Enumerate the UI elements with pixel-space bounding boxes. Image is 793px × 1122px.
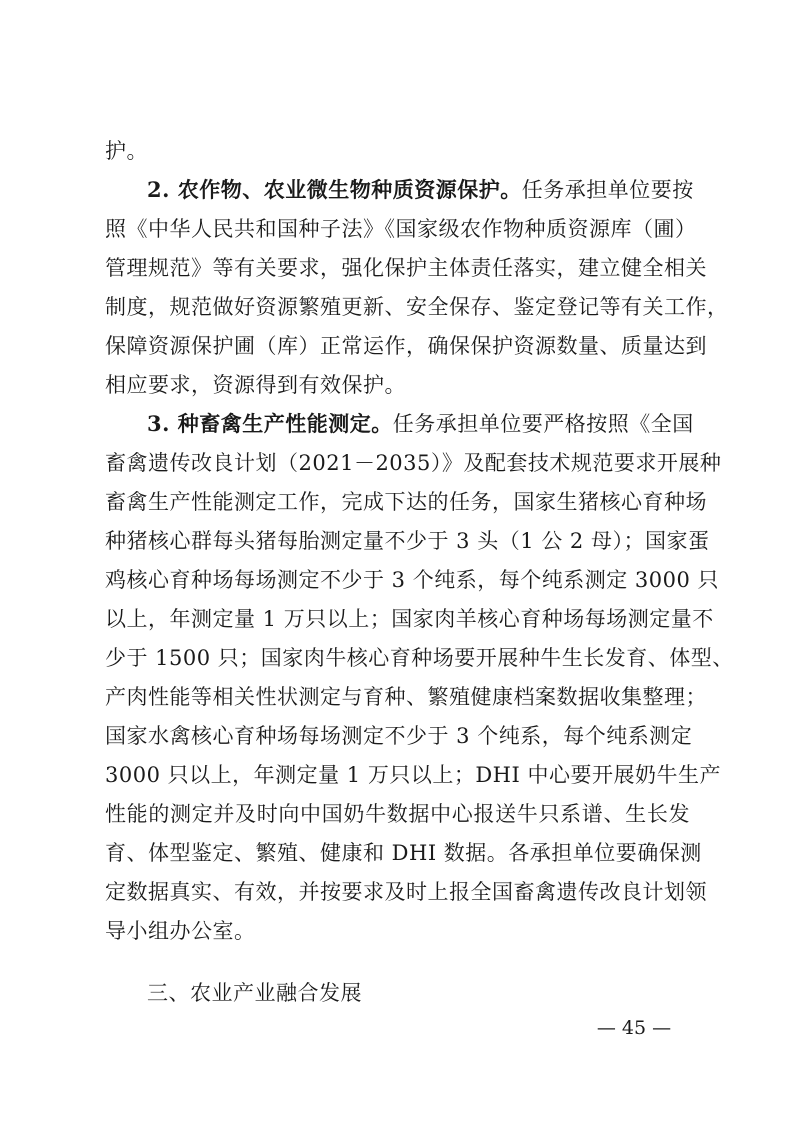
text-line: 护。 — [105, 139, 148, 163]
text-line: 保障资源保护圃（库）正常运作，确保保护资源数量、质量达到 — [105, 334, 707, 358]
text-line: 以上，年测定量 1 万只以上；国家肉羊核心育种场每场测定量不 — [105, 607, 714, 631]
section-heading: 三、农业产业融合发展 — [147, 981, 362, 1005]
text-line: 照《中华人民共和国种子法》《国家级农作物种质资源库（圃） — [105, 217, 697, 241]
text-line: 种猪核心群每头猪每胎测定量不少于 3 头（1 公 2 母）；国家蛋 — [105, 529, 710, 553]
item-heading: 2. 农作物、农业微生物种质资源保护。 — [147, 177, 522, 202]
page-number: — 45 — — [596, 1017, 672, 1039]
text-line: 育、体型鉴定、繁殖、健康和 DHI 数据。各承担单位要确保测 — [105, 841, 702, 865]
text-line: 定数据真实、有效，并按要求及时上报全国畜禽遗传改良计划领 — [105, 880, 707, 904]
text-line: 畜禽生产性能测定工作，完成下达的任务，国家生猪核心育种场 — [105, 490, 707, 514]
text-line: 导小组办公室。 — [105, 919, 256, 943]
text-line: 国家水禽核心育种场每场测定不少于 3 个纯系，每个纯系测定 — [105, 724, 693, 748]
text-line: 管理规范》等有关要求，强化保护主体责任落实，建立健全相关 — [105, 256, 707, 280]
text-line: 产肉性能等相关性状测定与育种、繁殖健康档案数据收集整理； — [105, 685, 707, 709]
text-line: 少于 1500 只；国家肉牛核心育种场要开展种牛生长发育、体型、 — [105, 646, 734, 670]
text-line: 相应要求，资源得到有效保护。 — [105, 373, 406, 397]
text-line: 鸡核心育种场每场测定不少于 3 个纯系，每个纯系测定 3000 只 — [105, 568, 720, 592]
text-line: 性能的测定并及时向中国奶牛数据中心报送牛只系谱、生长发 — [105, 802, 690, 826]
text-line: 畜禽遗传改良计划（2021－2035）》及配套技术规范要求开展种 — [105, 451, 722, 475]
text-line: 制度，规范做好资源繁殖更新、安全保存、鉴定登记等有关工作， — [105, 295, 729, 319]
item-heading: 3. 种畜禽生产性能测定。 — [147, 411, 393, 436]
text-line: 3. 种畜禽生产性能测定。任务承担单位要严格按照《全国 — [147, 411, 694, 436]
text-line: 3000 只以上，年测定量 1 万只以上；DHI 中心要开展奶牛生产 — [105, 763, 721, 787]
text-line: 2. 农作物、农业微生物种质资源保护。任务承担单位要按 — [147, 177, 694, 202]
